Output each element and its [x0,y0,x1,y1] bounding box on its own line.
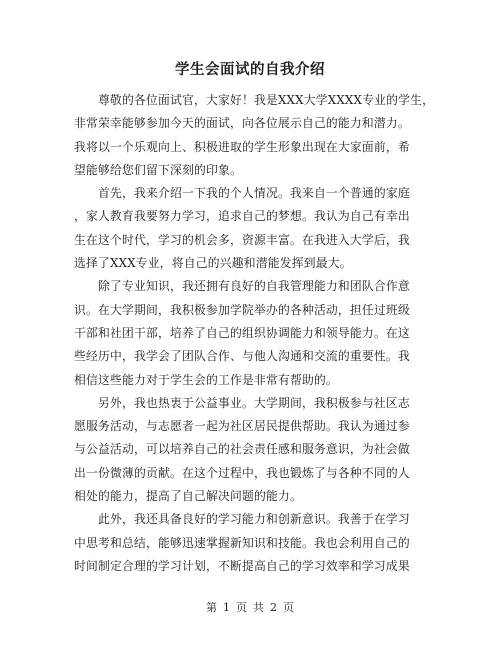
text-line: 我将以一个乐观向上、积极进取的学生形象出现在大家面前，希 [74,139,410,154]
body-paragraph [74,182,430,275]
text-line: 此外，我还具备良好的学习能力和创新意识。我善于在学习 [74,512,410,527]
text-line: 相信这些能力对于学生会的工作是非常有帮助的。 [74,372,338,387]
body-paragraph [74,508,430,578]
footer-current-page: 1 [223,601,230,614]
footer-prefix: 第 [206,601,217,614]
text-line: 首先，我来介绍一下我的个人情况。我来自一个普通的家庭 [74,186,410,201]
text-line: 非常荣幸能够参加今天的面试，向各位展示自己的能力和潜力。 [74,116,410,131]
text-line: 识。在大学期间，我积极参加学院举办的各种活动，担任过班级 [74,302,410,317]
text-line: 与公益活动，可以培养自己的社会责任感和服务意识，为社会做 [74,442,410,457]
document-body [74,89,435,578]
footer-total-pages: 2 [270,601,277,614]
text-line: 出一份微薄的贡献。在这个过程中，我也锻炼了与各种不同的人 [74,465,410,480]
text-line: 相处的能力，提高了自己解决问题的能力。 [74,489,302,504]
text-line: 选择了XXX专业，将自己的兴趣和潜能发挥到最大。 [74,256,352,271]
text-line: 尊敬的各位面试官，大家好！我是XXX大学XXXX专业的学生， [74,93,435,107]
text-line: 生在这个时代，学习的机会多，资源丰富。在我进入大学后，我 [74,232,410,247]
text-line: 除了专业知识，我还拥有良好的自我管理能力和团队合作意 [74,279,410,294]
text-line: 愿服务活动，与志愿者一起为社区居民提供帮助。我认为通过参 [74,419,410,434]
text-line: 另外，我也热衷于公益事业。大学期间，我积极参与社区志 [74,395,410,410]
footer-page-label: 页 [236,601,247,614]
text-line: 时间制定合理的学习计划，不断提高自己的学习效率和学习成果 [74,558,410,573]
body-paragraph [74,275,430,391]
text-line: 中思考和总结，能够迅速掌握新知识和技能。我也会利用自己的 [74,535,410,550]
footer-total-prefix: 共 [253,601,264,614]
footer-total-label: 页 [283,601,294,614]
text-line: 望能够给您们留下深刻的印象。 [74,162,242,177]
text-line: 干部和社团干部，培养了自己的组织协调能力和领导能力。在这 [74,325,410,340]
body-paragraph [74,392,430,508]
body-paragraph [74,89,435,182]
text-line: ，家人教育我要努力学习，追求自己的梦想。我认为自己有幸出 [74,209,410,224]
document-title: 学生会面试的自我介绍 [175,61,325,78]
page-footer [0,600,500,616]
text-line: 些经历中，我学会了团队合作、与他人沟通和交流的重要性。我 [74,349,410,364]
